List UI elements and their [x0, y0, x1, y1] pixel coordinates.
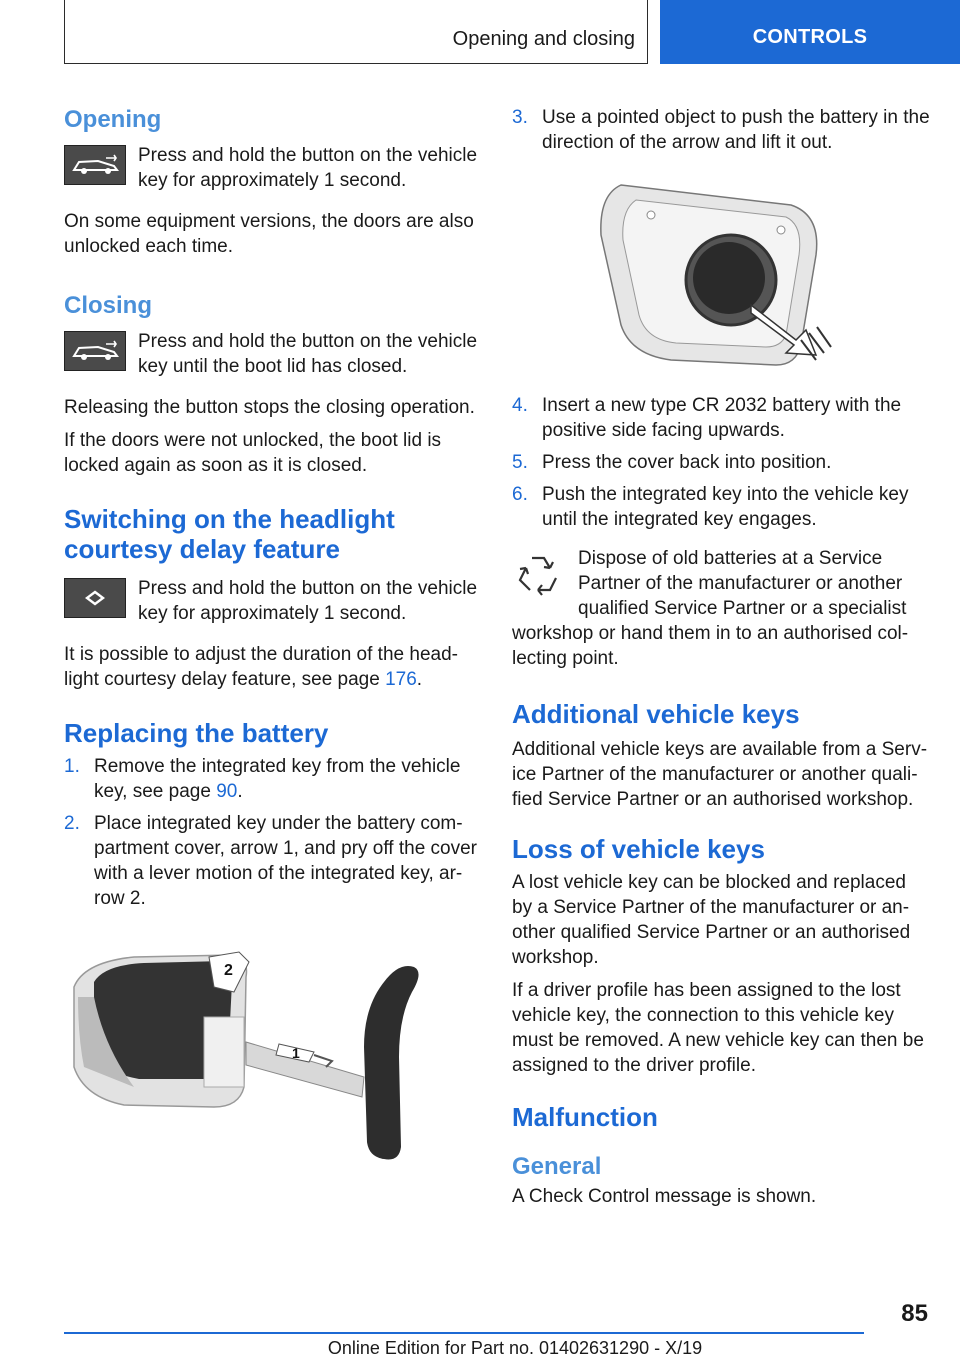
closing-text: Press and hold the button on the vehicle key until the boot lid has closed. — [138, 331, 478, 377]
battery-step-6 — [512, 482, 930, 532]
key-illustration — [64, 937, 482, 1167]
battery-step-5 — [512, 450, 930, 475]
headlight-note-end: . — [416, 669, 423, 690]
footer-edition-text: Online Edition for Part no. 01402631290 - X/19 — [327, 1338, 703, 1358]
loss-keys-text-2: If a driver profile has been assigned to the lost vehicle key, the connection to this vehicle key must be removed. A new vehicle key can then be assigned to the driver profile. — [512, 980, 924, 1076]
general-heading: General — [512, 1153, 602, 1180]
header-chapter-label: CONTROLS — [752, 25, 868, 48]
battery-heading: Replacing the battery — [64, 718, 329, 748]
recycle-text: Dispose of old batteries at a Service Partner of the manufacturer or another qualified Service Partner or a specialist workshop or hand them in to an authorised collecting point. — [512, 548, 909, 669]
battery-step-2 — [64, 811, 482, 911]
additional-keys-heading: Additional vehicle keys — [512, 699, 800, 729]
tailgate-close-button-icon — [64, 331, 126, 371]
closing-row — [64, 329, 482, 379]
loss-keys-text-1: A lost vehicle key can be blocked and replaced by a Service Partner of the manufacturer or another qualified Service Partner or an authorised workshop. — [512, 872, 911, 968]
malfunction-heading: Malfunction — [512, 1102, 658, 1132]
right-column — [512, 100, 930, 1209]
page-link-90[interactable]: 90 — [216, 781, 238, 802]
step-number: 3. — [512, 107, 528, 128]
page-header — [0, 0, 960, 66]
page-link-176[interactable]: 176 — [385, 669, 417, 690]
arrow-label-1: 1 — [292, 1045, 300, 1061]
step-number: 4. — [512, 395, 528, 416]
header-section-title: Opening and closing — [452, 28, 635, 50]
step-text: Press the cover back into position. — [542, 452, 832, 473]
battery-steps-list — [64, 754, 482, 911]
step-number: 1. — [64, 756, 80, 777]
headlight-note-text: It is possible to adjust the duration of the headlight courtesy delay feature, see page — [64, 644, 458, 690]
closing-note-2: If the doors were not unlocked, the boot lid is locked again as soon as it is closed. — [64, 430, 442, 476]
opening-note: On some equipment versions, the doors are also unlocked each time. — [64, 211, 474, 257]
recycle-note — [512, 546, 930, 671]
step-number: 5. — [512, 452, 528, 473]
step-text: Remove the integrated key from the vehicle key, see page — [94, 756, 461, 802]
page-number: 85 — [901, 1300, 928, 1327]
closing-note-1: Releasing the button stops the closing operation. — [64, 397, 475, 418]
battery-step-3 — [512, 105, 930, 155]
loss-keys-heading: Loss of vehicle keys — [512, 834, 765, 864]
arrow-label-2: 2 — [224, 962, 233, 979]
headlight-text: Press and hold the button on the vehicle key for approximately 1 second. — [138, 578, 478, 624]
battery-steps-list-cont — [512, 105, 930, 155]
step-text: Push the integrated key into the vehicle key until the integrated key engages. — [542, 484, 909, 530]
tailgate-button-icon — [64, 145, 126, 185]
step-number: 6. — [512, 484, 528, 505]
battery-illustration — [512, 175, 930, 385]
battery-step-1 — [64, 754, 482, 804]
battery-steps-list-end — [512, 393, 930, 532]
general-text: A Check Control message is shown. — [512, 1186, 817, 1207]
opening-heading: Opening — [64, 106, 162, 133]
additional-keys-text: Additional vehicle keys are available from a Service Partner of the manufacturer or another qualified Service Partner or an authorised workshop. — [512, 739, 928, 810]
headlight-button-icon — [64, 578, 126, 618]
opening-row — [64, 143, 482, 193]
footer-divider — [64, 1332, 864, 1334]
left-column — [64, 100, 482, 1167]
step-text: Use a pointed object to push the battery in the direction of the arrow and lift it out. — [542, 107, 930, 153]
step-number: 2. — [64, 813, 80, 834]
opening-text: Press and hold the button on the vehicle key for approximately 1 second. — [138, 145, 478, 191]
step-text-end: . — [237, 781, 243, 802]
recycle-icon — [512, 550, 568, 610]
headlight-row — [64, 576, 482, 626]
battery-step-4 — [512, 393, 930, 443]
headlight-heading: Switching on the headlight courtesy delay feature — [64, 504, 395, 564]
header-chapter-tab[interactable] — [660, 0, 960, 64]
step-text: Insert a new type CR 2032 battery with the positive side facing upwards. — [542, 395, 902, 441]
headlight-note — [64, 642, 482, 692]
closing-heading: Closing — [64, 292, 152, 319]
step-text: Place integrated key under the battery compartment cover, arrow 1, and pry off the cover with a lever motion of the integrated key, arrow 2. — [94, 813, 478, 909]
